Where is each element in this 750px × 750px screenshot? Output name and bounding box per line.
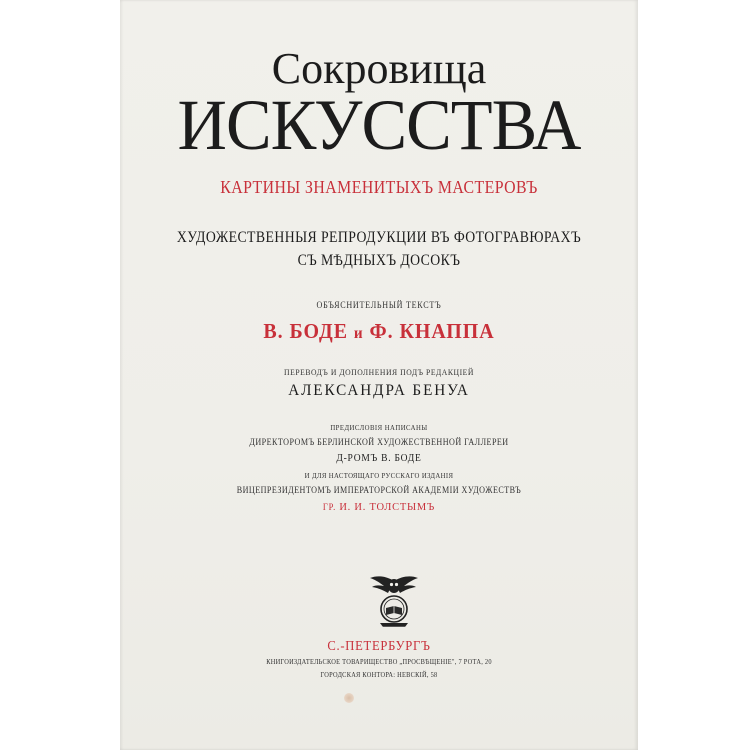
imprint-city: С.-ПЕТЕРБУРГЪ bbox=[327, 639, 431, 654]
preface-2-role: ВИЦЕПРЕЗИДЕНТОМЪ ИМПЕРАТОРСКОЙ АКАДЕМІИ ХУДОЖЕСТВЪ bbox=[236, 485, 522, 495]
publisher-emblem-icon bbox=[368, 572, 420, 634]
imprint-publisher: КНИГОИЗДАТЕЛЬСКОЕ ТОВАРИЩЕСТВО „ПРОСВѢЩЕНІЕ", 7 РОТА, 20 bbox=[266, 657, 492, 666]
subtitle: КАРТИНЫ ЗНАМЕНИТЫХЪ МАСТЕРОВЪ bbox=[220, 177, 538, 197]
author-knapp: Ф. КНАППА bbox=[369, 319, 495, 343]
reproductions-line-2: СЪ МѢДНЫХЪ ДОСОКЪ bbox=[297, 252, 461, 269]
preface-2-fullname: И. И. ТОЛСТЫМЪ bbox=[339, 501, 436, 513]
authors-conjunction: и bbox=[353, 325, 364, 342]
paper-stain bbox=[344, 693, 354, 703]
author-bode: В. БОДЕ bbox=[263, 319, 348, 343]
title-page bbox=[120, 0, 638, 750]
explanatory-text-label: ОБЪЯСНИТЕЛЬНЫЙ ТЕКСТЪ bbox=[316, 300, 442, 310]
title-line-2: ИСКУССТВА bbox=[177, 85, 581, 165]
imprint-office: ГОРОДСКАЯ КОНТОРА: НЕВСКІЙ, 58 bbox=[320, 670, 438, 679]
authors bbox=[133, 318, 625, 347]
title-line-1: Сокровища bbox=[271, 44, 487, 93]
translation-label: ПЕРЕВОДЪ И ДОПОЛНЕНИЯ ПОДЪ РЕДАКЦІЕЙ bbox=[284, 367, 474, 377]
preface-1-role: ДИРЕКТОРОМЪ БЕРЛИНСКОЙ ХУДОЖЕСТВЕННОЙ ГАЛЛЕРЕИ bbox=[249, 437, 509, 447]
preface-2-label: И ДЛЯ НАСТОЯЩАГО РУССКАГО ИЗДАНІЯ bbox=[304, 471, 454, 480]
preface-2-name bbox=[133, 500, 625, 514]
editor-name: АЛЕКСАНДРА БЕНУА bbox=[288, 382, 470, 399]
reproductions-line-1: ХУДОЖЕСТВЕННЫЯ РЕПРОДУКЦИИ ВЪ ФОТОГРАВЮРАХЪ bbox=[176, 229, 582, 246]
preface-2-prefix: ГР. bbox=[322, 502, 336, 512]
preface-1-name: Д-РОМЪ В. БОДЕ bbox=[336, 453, 422, 464]
prefaces-label: ПРЕДИСЛОВІЯ НАПИСАНЫ bbox=[330, 423, 428, 432]
